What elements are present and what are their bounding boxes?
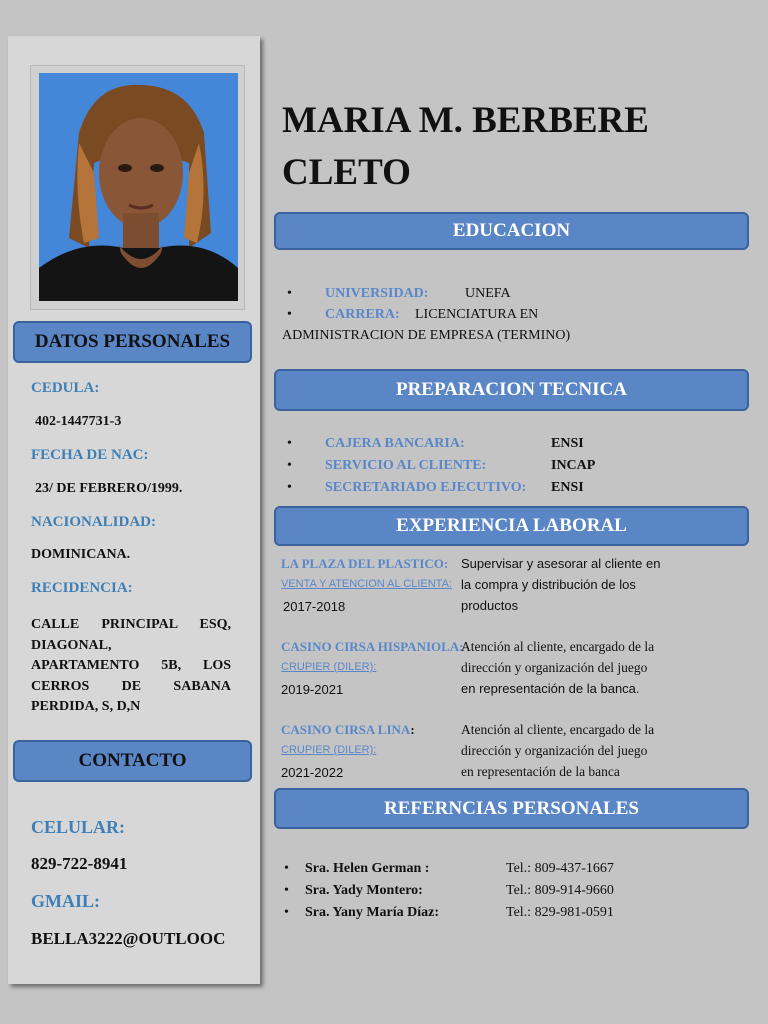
datos-personales-header: [13, 321, 252, 363]
bullet: •: [287, 307, 292, 322]
job-years: 2017-2018: [283, 599, 346, 614]
recidencia-line: DIAGONAL,: [31, 637, 112, 653]
cedula-label: CEDULA:: [31, 380, 100, 396]
fecha-label: FECHA DE NAC:: [31, 447, 149, 463]
job-desc-line: en representación de la banca.: [461, 681, 640, 696]
preparacion-title: PREPARACION TECNICA: [395, 379, 627, 400]
job-description: [461, 719, 701, 782]
job-desc-line: dirección y organización del juego: [461, 660, 648, 675]
preparacion-item: [282, 433, 722, 455]
referencia-name: Sra. Yady Montero:: [305, 883, 423, 898]
job-company-suffix: :: [410, 722, 415, 737]
educacion-title: EDUCACION: [452, 220, 571, 241]
preparacion-item-label: SERVICIO AL CLIENTE:: [325, 458, 487, 473]
job-desc-line: Supervisar y asesorar al cliente en: [461, 556, 661, 571]
profile-photo: [30, 65, 245, 310]
recidencia-line: CALLE PRINCIPAL ESQ,: [31, 617, 231, 632]
job-desc-line: productos: [461, 598, 519, 613]
carrera-value: LICENCIATURA EN: [415, 307, 539, 322]
preparacion-header: [274, 369, 749, 411]
recidencia-line: CERROS DE SABANA: [31, 678, 231, 694]
job-role: VENTA Y ATENCION AL CLIENTA:: [281, 578, 452, 590]
profile-photo-image: [39, 73, 238, 301]
referencia-item: [282, 858, 722, 880]
nacionalidad-value: DOMINICANA.: [31, 547, 131, 562]
preparacion-item-value: INCAP: [551, 458, 596, 473]
experiencia-header: [274, 506, 749, 546]
bullet: •: [284, 905, 289, 920]
nacionalidad-label: NACIONALIDAD:: [31, 514, 157, 530]
referencias-title: REFERNCIAS PERSONALES: [384, 797, 639, 819]
job-desc-line: la compra y distribución de los: [461, 577, 636, 592]
job-desc-line: Atención al cliente, encargado de la: [461, 722, 655, 737]
celular-value: 829-722-8941: [31, 854, 128, 873]
referencias-list: [282, 858, 722, 924]
universidad-label: UNIVERSIDAD:: [325, 286, 429, 301]
job-company: LA PLAZA DEL PLASTICO:: [281, 556, 449, 571]
bullet: •: [284, 861, 289, 876]
job-company-name: CASINO CIRSA LINA: [281, 722, 411, 737]
bullet: •: [287, 436, 292, 451]
referencia-tel: Tel.: 829-981-0591: [506, 905, 614, 920]
job-description: [461, 636, 701, 699]
referencia-name: Sra. Helen German :: [305, 861, 430, 876]
contacto-title: CONTACTO: [78, 750, 187, 771]
gmail-label: GMAIL:: [31, 891, 100, 911]
bullet: •: [284, 883, 289, 898]
referencias-header: [274, 788, 749, 829]
job-desc-line: Atención al cliente, encargado de la: [461, 639, 655, 654]
job-role: CRUPIER (DILER):: [281, 661, 377, 673]
educacion-item: [282, 304, 722, 325]
fecha-value: 23/ DE FEBRERO/1999.: [35, 481, 183, 496]
bullet: •: [287, 480, 292, 495]
preparacion-list: [282, 433, 722, 499]
universidad-value: UNEFA: [465, 286, 511, 301]
preparacion-item-label: SECRETARIADO EJECUTIVO:: [325, 480, 527, 495]
educacion-list: [282, 283, 722, 346]
job-description: [461, 553, 701, 616]
experiencia-title: EXPERIENCIA LABORAL: [396, 515, 627, 536]
bullet: •: [287, 458, 292, 473]
recidencia-line: APARTAMENTO 5B, LOS: [31, 658, 231, 673]
preparacion-item-value: ENSI: [551, 480, 584, 495]
recidencia-label: RECIDENCIA:: [31, 580, 133, 596]
educacion-header: [274, 212, 749, 250]
bullet: •: [287, 286, 292, 301]
educacion-item: [282, 283, 722, 304]
name-line-1: MARIA M. BERBERE: [282, 100, 649, 141]
job-years: 2021-2022: [281, 765, 344, 780]
preparacion-item-label: CAJERA BANCARIA:: [325, 436, 465, 451]
datos-personales-title: DATOS PERSONALES: [34, 331, 231, 352]
contacto-header: [13, 740, 252, 782]
job-desc-line: en representación de la banca: [461, 764, 620, 779]
preparacion-item-value: ENSI: [551, 436, 584, 451]
job-years: 2019-2021: [281, 682, 344, 697]
cedula-value: 402-1447731-3: [35, 414, 122, 429]
preparacion-item: [282, 455, 722, 477]
job-role: CRUPIER (DILER):: [281, 744, 377, 756]
job-desc-line: dirección y organización del juego: [461, 743, 648, 758]
referencia-tel: Tel.: 809-914-9660: [506, 883, 614, 898]
candidate-name: [282, 95, 732, 199]
referencia-tel: Tel.: 809-437-1667: [506, 861, 614, 876]
preparacion-item: [282, 477, 722, 499]
recidencia-line: PERDIDA, S, D,N: [31, 699, 141, 714]
job-company: [281, 722, 415, 738]
referencia-item: [282, 902, 722, 924]
celular-label: CELULAR:: [31, 817, 126, 837]
name-line-2: CLETO: [282, 152, 411, 193]
referencia-item: [282, 880, 722, 902]
carrera-value-continued: ADMINISTRACION DE EMPRESA (TERMINO): [282, 328, 571, 343]
job-company: CASINO CIRSA HISPANIOLA:: [281, 639, 464, 654]
referencia-name: Sra. Yany María Díaz:: [305, 905, 440, 920]
gmail-value: BELLA3222@OUTLOOC: [31, 929, 226, 948]
recidencia-value: [31, 615, 231, 718]
carrera-label: CARRERA:: [325, 307, 400, 322]
